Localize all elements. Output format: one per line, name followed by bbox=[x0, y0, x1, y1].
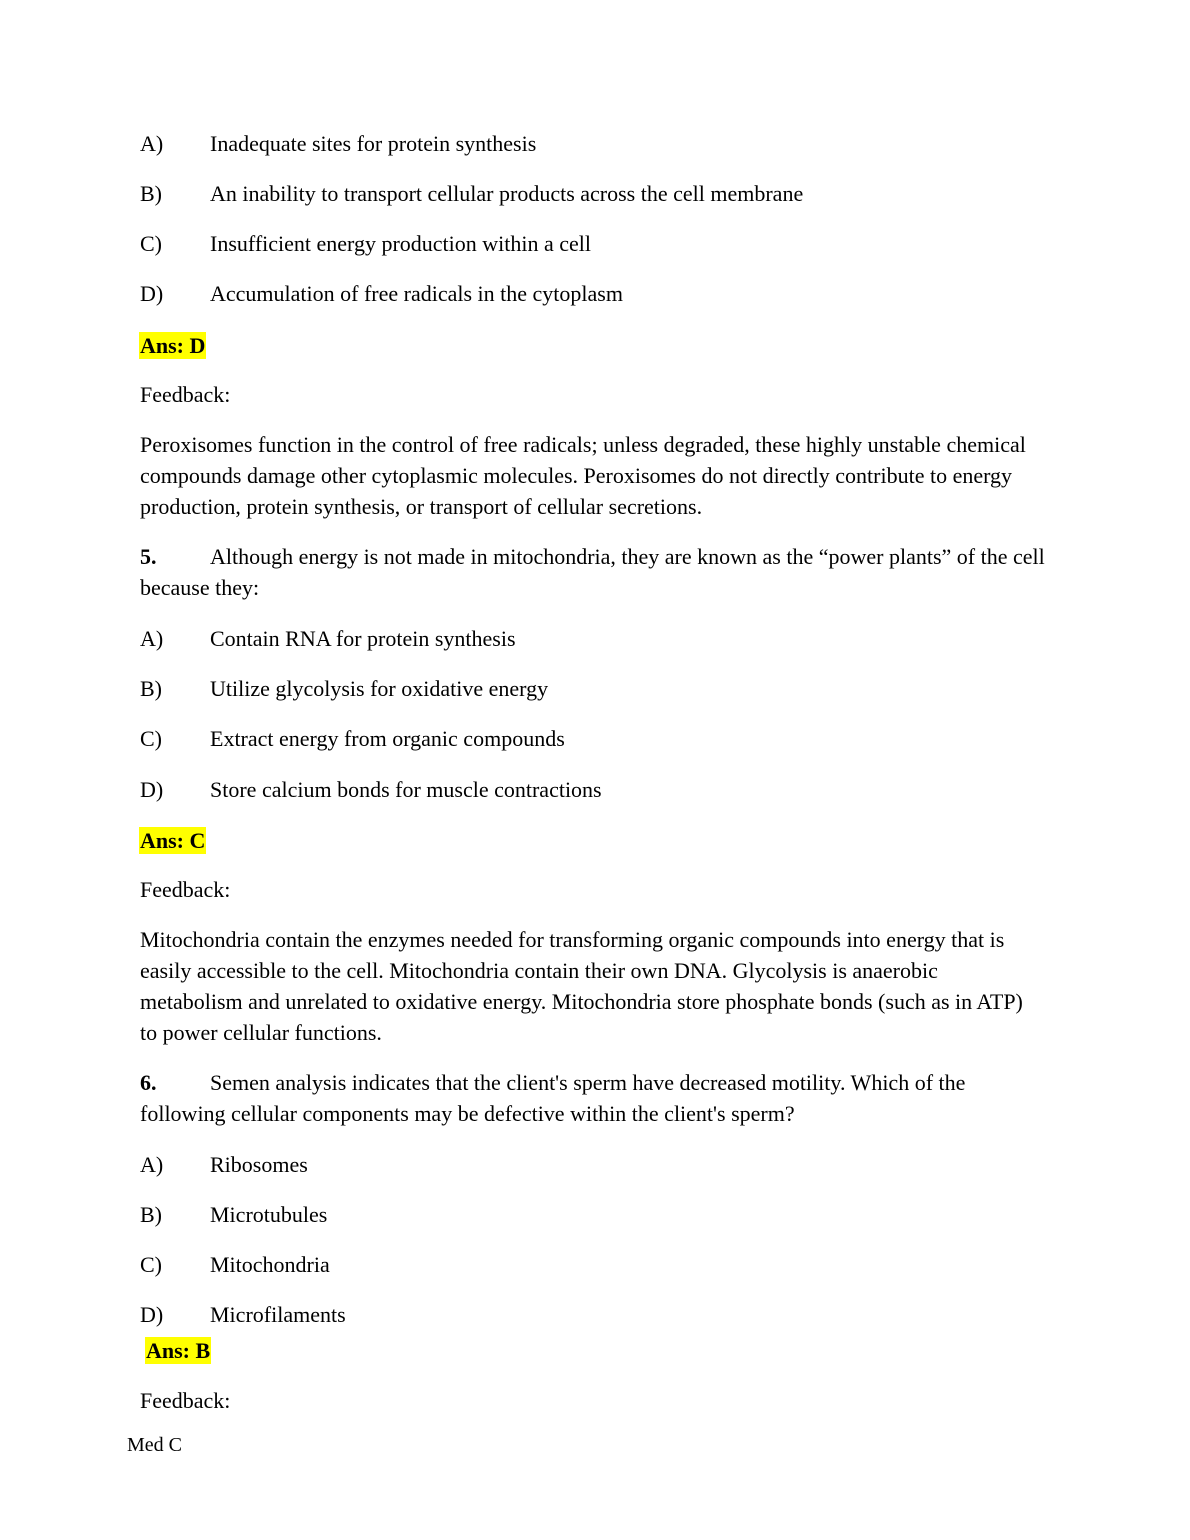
feedback-label: Feedback: bbox=[140, 877, 231, 902]
question-number: 5. bbox=[140, 544, 157, 569]
option-letter: D) bbox=[140, 777, 164, 802]
option-letter: C) bbox=[140, 726, 162, 751]
option-text: Contain RNA for protein synthesis bbox=[210, 626, 516, 651]
option-letter: B) bbox=[140, 676, 162, 701]
answer-highlight: Ans: C bbox=[140, 828, 206, 853]
feedback-text: Peroxisomes function in the control of free radicals; unless degraded, these highly unstable chemical compounds damage other cytoplasmic molecules. Peroxisomes do not directly contribute to energy production, protein synthesis, or transport of cellular secretions. bbox=[140, 432, 1026, 519]
option-letter: C) bbox=[140, 231, 162, 256]
question-6 bbox=[140, 1067, 1045, 1129]
option-text: Microfilaments bbox=[210, 1302, 346, 1327]
option-text: An inability to transport cellular products across the cell membrane bbox=[210, 181, 804, 206]
option-letter: B) bbox=[140, 181, 162, 206]
question-5 bbox=[140, 541, 1045, 603]
option-letter: A) bbox=[140, 626, 164, 651]
option-text: Utilize glycolysis for oxidative energy bbox=[210, 676, 549, 701]
answer-highlight: Ans: B bbox=[146, 1338, 211, 1363]
option-text: Ribosomes bbox=[210, 1152, 308, 1177]
option-text: Mitochondria bbox=[210, 1252, 330, 1277]
option-letter: C) bbox=[140, 1252, 162, 1277]
option-text: Accumulation of free radicals in the cytoplasm bbox=[210, 281, 623, 306]
option-text: Insufficient energy production within a cell bbox=[210, 231, 592, 256]
option-letter: B) bbox=[140, 1202, 162, 1227]
feedback-text: Mitochondria contain the enzymes needed for transforming organic compounds into energy that is easily accessible to the cell. Mitochondria contain their own DNA. Glycolysis is anaerobic metabolism and unrelated to oxidative energy. Mitochondria store phosphate bonds (such as in ATP) to power cellular functions. bbox=[140, 927, 1023, 1045]
option-letter: A) bbox=[140, 1152, 164, 1177]
option-text: Microtubules bbox=[210, 1202, 328, 1227]
feedback-label: Feedback: bbox=[140, 1388, 231, 1413]
option-text: Inadequate sites for protein synthesis bbox=[210, 131, 537, 156]
option-letter: D) bbox=[140, 281, 164, 306]
question-text: Although energy is not made in mitochondria, they are known as the “power plants” of the cell because they: bbox=[140, 544, 1045, 600]
question-text: Semen analysis indicates that the client's sperm have decreased motility. Which of the following cellular components may be defective within the client's sperm? bbox=[140, 1070, 966, 1126]
option-letter: A) bbox=[140, 131, 164, 156]
option-text: Store calcium bonds for muscle contractions bbox=[210, 777, 602, 802]
page-footer: Med C bbox=[127, 1434, 182, 1456]
feedback-label: Feedback: bbox=[140, 382, 231, 407]
question-number: 6. bbox=[140, 1070, 157, 1095]
option-letter: D) bbox=[140, 1302, 164, 1327]
option-text: Extract energy from organic compounds bbox=[210, 726, 565, 751]
answer-highlight: Ans: D bbox=[140, 333, 206, 358]
